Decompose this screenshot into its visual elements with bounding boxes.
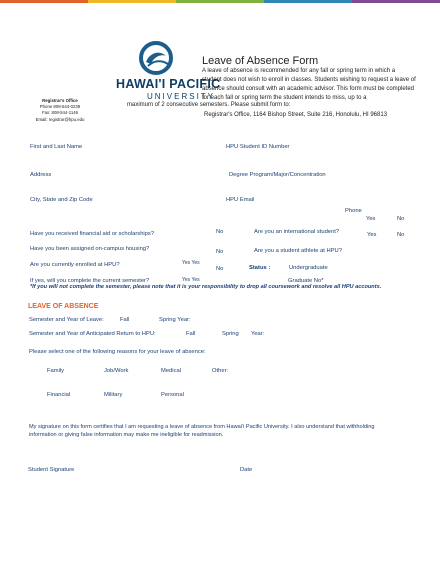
university-subtitle: UNIVERSITY xyxy=(147,92,216,101)
return-fall-option[interactable]: Fall xyxy=(186,331,196,337)
return-spring-option[interactable]: Spring xyxy=(222,331,239,337)
enrolled-no-option[interactable]: No xyxy=(216,266,224,272)
athlete-question: Are you a student athlete at HPU? xyxy=(254,248,342,254)
reason-medical-option[interactable]: Medical xyxy=(161,368,181,374)
semester-note: *If you will not complete the semester, please note that it is your responsibility to drop all coursework and resolve all HPU accounts. xyxy=(30,284,382,290)
return-year-field[interactable]: Year: xyxy=(251,331,265,337)
student-id-field[interactable]: HPU Student ID Number xyxy=(226,144,290,150)
date-field[interactable]: Date xyxy=(240,467,253,473)
student-signature-field[interactable]: Student Signature xyxy=(28,467,75,473)
phone-no-option[interactable]: No xyxy=(397,216,405,222)
address-field[interactable]: Address xyxy=(30,172,52,178)
registrar-phone: Phone 808-544-0239 xyxy=(39,104,81,110)
intro-line: maximum of 2 consecutive semesters. Please submit form to: xyxy=(127,102,291,108)
form-title: Leave of Absence Form xyxy=(202,55,319,67)
status-label: Status : xyxy=(249,265,271,271)
registrar-email: Email: registrar@hpu.edu xyxy=(35,116,85,122)
intro-line: for each fall or spring term the student intends to miss, up to a xyxy=(202,95,367,101)
reason-military-option[interactable]: Military xyxy=(104,392,123,398)
city-state-zip-field[interactable]: City, State and Zip Code xyxy=(30,197,93,203)
leave-spring-year-field[interactable]: Spring Year: xyxy=(159,317,191,323)
intro-line: student does not wish to enroll in classes. Students wishing to request a leave of xyxy=(202,77,416,83)
international-no-option[interactable]: No xyxy=(397,232,405,238)
brand-stripe xyxy=(0,0,440,3)
international-yes-option[interactable]: Yes xyxy=(367,232,377,238)
financial-aid-question: Have you received financial aid or scholarships? xyxy=(30,231,155,237)
housing-question: Have you been assigned on-campus housing? xyxy=(30,246,150,252)
university-name: HAWAI'I PACIFIC xyxy=(116,77,221,91)
semester-return-label: Semester and Year of Anticipated Return to HPU: xyxy=(29,331,156,337)
enrolled-question: Are you currently enrolled at HPU? xyxy=(30,262,120,268)
leave-fall-option[interactable]: Fall xyxy=(120,317,130,323)
submit-address: Registrar's Office, 1164 Bishop Street, Suite 216, Honolulu, HI 96813 xyxy=(204,112,388,118)
certification-statement: My signature on this form certifies that I am requesting a leave of absence from Hawai'i Pacific University. I also understand that withholding xyxy=(29,424,375,430)
complete-semester-yes-option[interactable]: Yes Yes xyxy=(182,277,200,283)
registrar-title: Registrar's Office xyxy=(42,98,78,103)
semester-leave-label: Semester and Year of Leave: xyxy=(29,317,104,323)
reason-financial-option[interactable]: Financial xyxy=(47,392,71,398)
reason-personal-option[interactable]: Personal xyxy=(161,392,184,398)
phone-field[interactable]: Phone xyxy=(345,208,362,214)
enrolled-yes-option[interactable]: Yes Yes xyxy=(182,260,200,266)
leave-section-heading: LEAVE OF ABSENCE xyxy=(28,303,99,310)
complete-semester-question: If yes, will you complete the current semester? xyxy=(30,278,150,284)
financial-aid-no-option[interactable]: No xyxy=(216,229,224,235)
reason-prompt: Please select one of the following reasons for your leave of absence: xyxy=(29,349,206,355)
phone-yes-option[interactable]: Yes xyxy=(366,216,376,222)
registrar-contact xyxy=(30,98,90,123)
reason-family-option[interactable]: Family xyxy=(47,368,65,374)
reason-other-field[interactable]: Other: xyxy=(212,368,229,374)
registrar-fax: Fax: 808-544-1146 xyxy=(42,110,78,116)
first-last-name-field[interactable]: First and Last Name xyxy=(30,144,83,150)
degree-program-field[interactable]: Degree Program/Major/Concentration xyxy=(229,172,326,178)
intro-line: A leave of absence is recommended for any fall or spring term in which a xyxy=(202,68,396,74)
certification-statement-cont: information or giving false information may make me ineligible for readmission. xyxy=(29,432,224,438)
status-undergraduate-option[interactable]: Undergraduate xyxy=(289,265,328,271)
housing-no-option[interactable]: No xyxy=(216,249,224,255)
intro-line: absence should consult with an academic advisor. This form must be completed xyxy=(202,86,414,92)
reason-job-work-option[interactable]: Job/Work xyxy=(104,368,129,374)
status-graduate-option[interactable]: Graduate No* xyxy=(288,278,324,284)
hpu-email-field[interactable]: HPU Email xyxy=(226,197,255,203)
hpu-logo-icon xyxy=(134,40,198,76)
international-question: Are you an international student? xyxy=(254,229,340,235)
